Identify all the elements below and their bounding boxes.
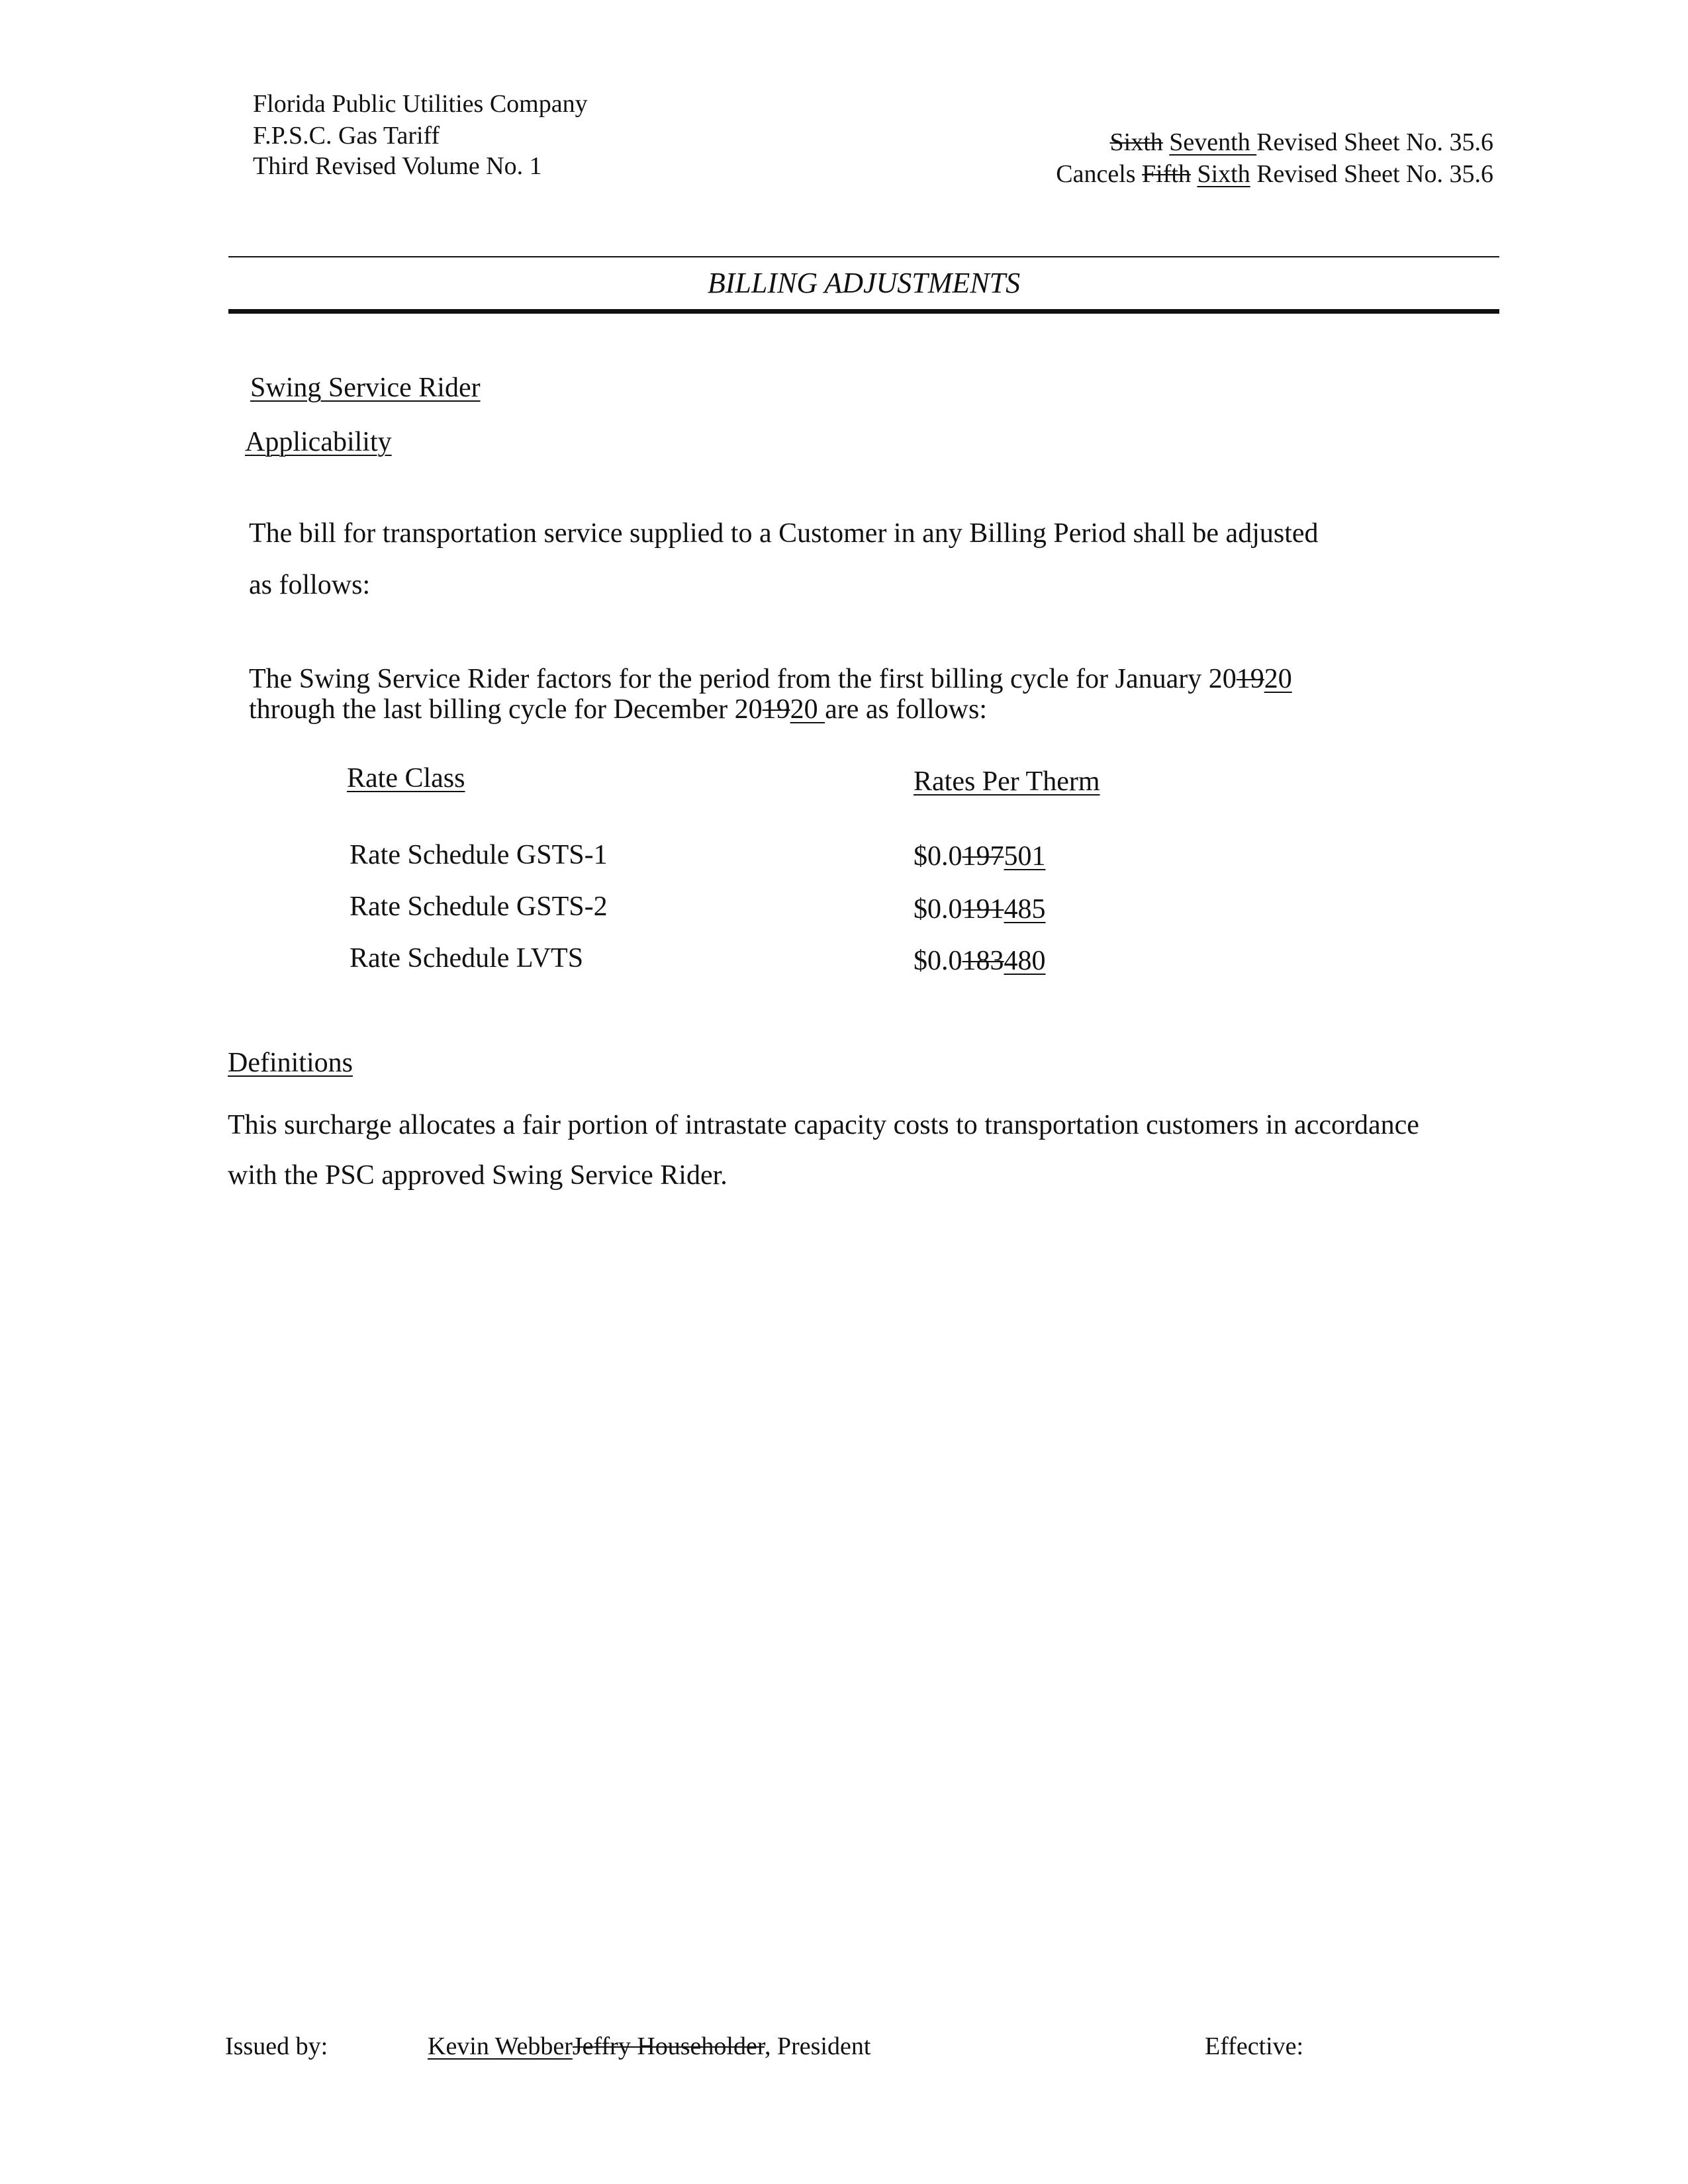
rate-class-gsts-1: Rate Schedule GSTS-1 — [350, 840, 608, 870]
sheet-rest-text: Revised Sheet No. 35.6 — [1256, 128, 1493, 156]
factors-line-1-struck: 19 — [1236, 664, 1264, 694]
rate-inserted: 501 — [1004, 841, 1046, 872]
factors-line-2 — [249, 692, 987, 727]
rates-per-therm-header: Rates Per Therm — [914, 766, 1100, 797]
issued-by-label: Issued by: — [225, 2032, 328, 2060]
cancels-rest-text: Revised Sheet No. 35.6 — [1250, 160, 1493, 188]
rate-prefix: $0.0 — [914, 894, 962, 925]
sheet-inserted-text: Seventh — [1169, 128, 1257, 156]
cancels-struck-text: Fifth — [1142, 160, 1191, 188]
rate-class-gsts-2: Rate Schedule GSTS-2 — [350, 891, 608, 922]
rate-value-gsts-1 — [914, 839, 1046, 874]
cancels-inserted-text: Sixth — [1197, 160, 1250, 188]
sheet-struck-text: Sixth — [1109, 128, 1163, 156]
factors-line-1 — [249, 662, 1292, 696]
volume-label: Third Revised Volume No. 1 — [253, 152, 542, 180]
factors-line-2-prefix: through the last billing cycle for December 20 — [249, 694, 763, 725]
issuer-line — [428, 2030, 870, 2062]
rate-value-gsts-2 — [914, 892, 1046, 927]
rate-inserted: 485 — [1004, 894, 1046, 925]
cancels-prefix: Cancels — [1056, 160, 1143, 188]
factors-line-2-inserted: 20 — [790, 694, 825, 725]
sheet-number-line — [1110, 126, 1493, 159]
tariff-name: F.P.S.C. Gas Tariff — [253, 122, 440, 150]
rate-prefix: $0.0 — [914, 841, 962, 872]
rate-struck: 191 — [962, 894, 1004, 925]
section-title: BILLING ADJUSTMENTS — [707, 267, 1021, 299]
issuer-struck-name: Jeffry Householder — [572, 2032, 765, 2060]
applicability-line-1: The bill for transportation service supplied to a Customer in any Billing Period shall be adjusted — [249, 518, 1319, 549]
definitions-line-1: This surcharge allocates a fair portion of intrastate capacity costs to transportation customers in accordance — [228, 1110, 1419, 1140]
rider-title: Swing Service Rider — [250, 373, 481, 403]
issuer-inserted-name: Kevin Webber — [428, 2032, 573, 2060]
rate-struck: 197 — [962, 841, 1004, 872]
cancels-line — [1056, 158, 1493, 191]
top-rule — [228, 256, 1499, 257]
effective-label: Effective: — [1205, 2032, 1304, 2060]
rate-prefix: $0.0 — [914, 946, 962, 976]
issuer-title: , President — [764, 2032, 871, 2060]
definitions-heading: Definitions — [228, 1048, 353, 1078]
factors-line-1-prefix: The Swing Service Rider factors for the period from the first billing cycle for January 20 — [249, 664, 1237, 694]
rate-class-lvts: Rate Schedule LVTS — [350, 943, 584, 974]
rate-value-lvts — [914, 944, 1046, 978]
factors-line-1-inserted: 20 — [1264, 664, 1292, 694]
factors-line-2-suffix: are as follows: — [825, 694, 988, 725]
rate-struck: 183 — [962, 946, 1004, 976]
applicability-line-2: as follows: — [249, 570, 371, 600]
rate-class-header: Rate Class — [347, 763, 465, 794]
heavy-rule — [228, 309, 1499, 314]
rate-inserted: 480 — [1004, 946, 1046, 976]
company-name: Florida Public Utilities Company — [253, 90, 588, 118]
definitions-line-2: with the PSC approved Swing Service Rider. — [228, 1160, 727, 1191]
applicability-heading: Applicability — [245, 427, 392, 457]
factors-line-2-struck: 19 — [762, 694, 790, 725]
